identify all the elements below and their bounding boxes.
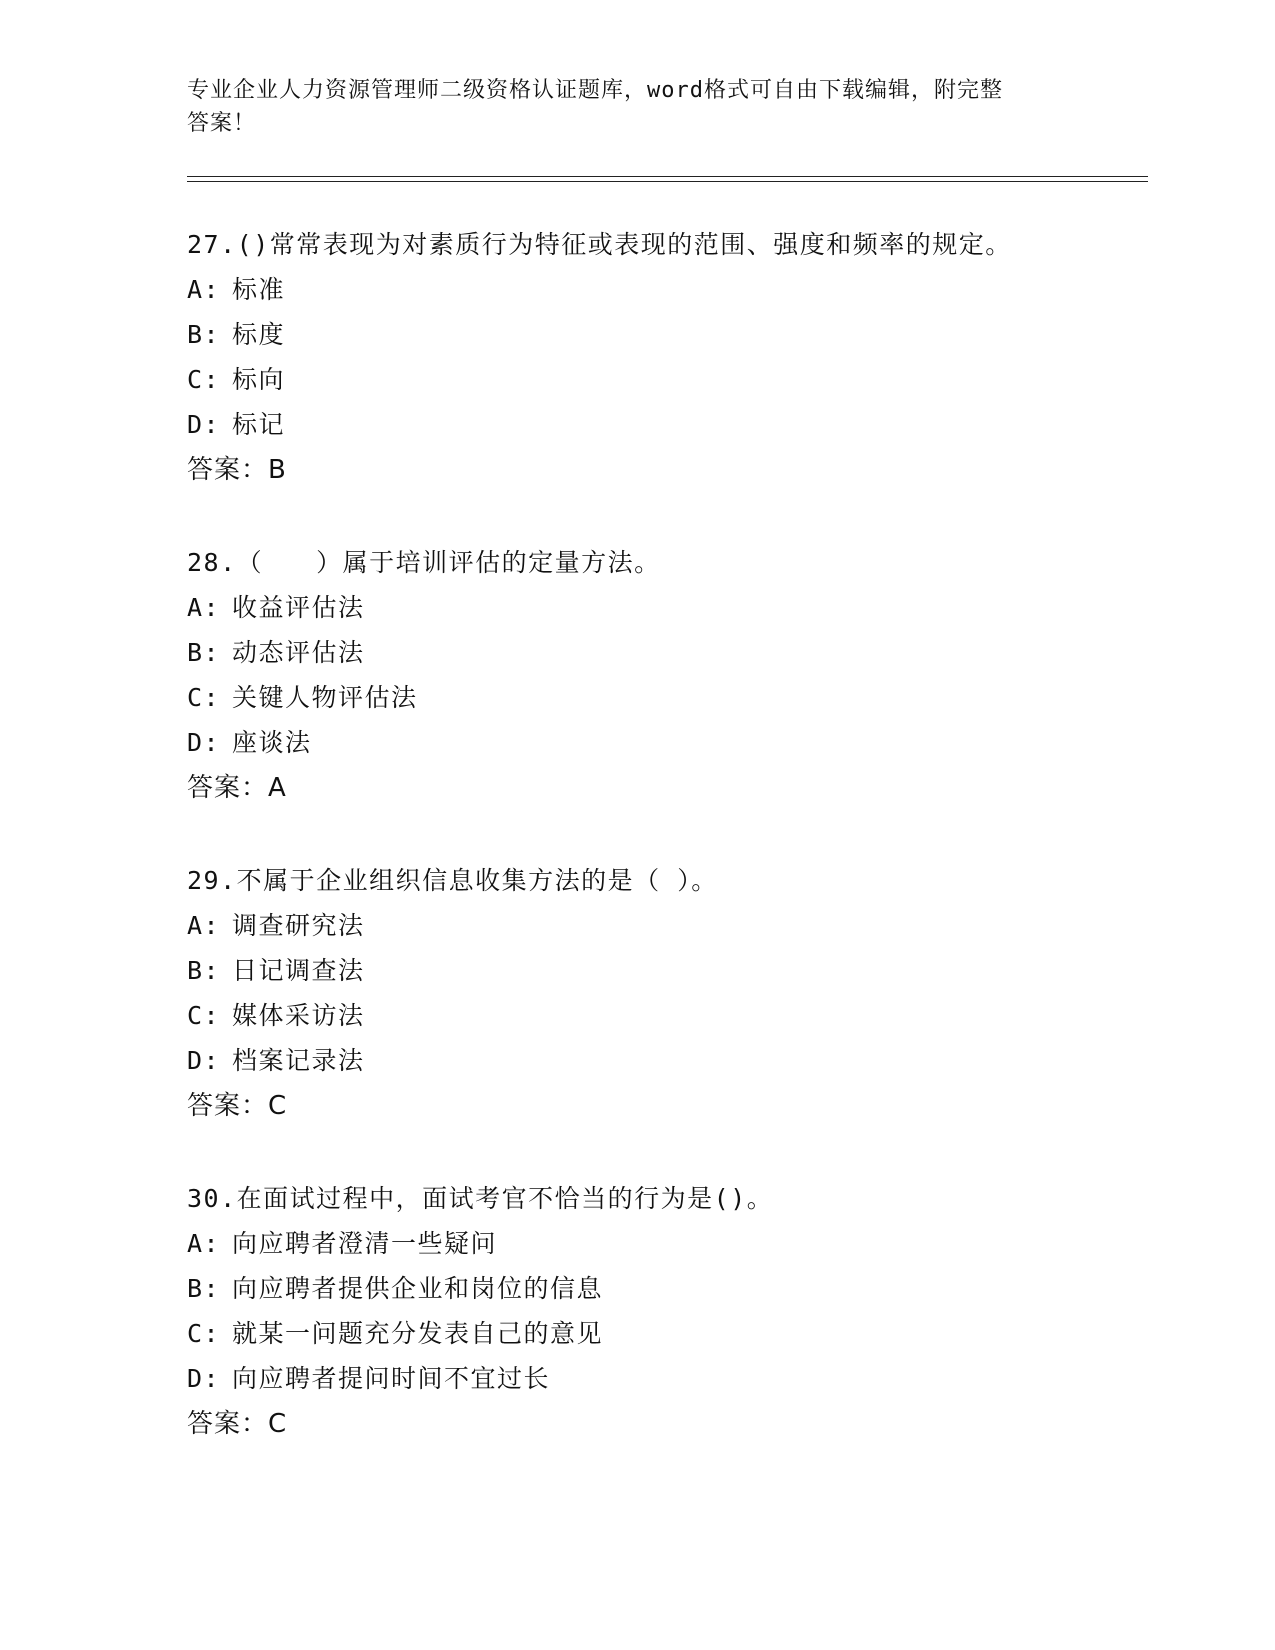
option-text: 收益评估法 — [232, 593, 365, 622]
option-c — [187, 1311, 1147, 1356]
option-a — [187, 267, 1147, 312]
option-text: 就某一问题充分发表自己的意见 — [232, 1319, 604, 1348]
option-c — [187, 675, 1147, 720]
option-d — [187, 720, 1147, 765]
option-text: 关键人物评估法 — [232, 683, 418, 712]
option-letter: B: — [187, 320, 221, 349]
option-a — [187, 585, 1147, 630]
option-b — [187, 312, 1147, 357]
question-title: 28.（ ）属于培训评估的定量方法。 — [187, 548, 661, 577]
question-28 — [187, 541, 1147, 811]
question-title: 27.()常常表现为对素质行为特征或表现的范围、强度和频率的规定。 — [187, 230, 1012, 259]
question-29 — [187, 859, 1147, 1129]
header-divider — [187, 176, 1148, 182]
option-text: 媒体采访法 — [232, 1001, 365, 1030]
option-letter: D: — [187, 1364, 221, 1393]
option-letter: B: — [187, 956, 221, 985]
question-title: 30.在面试过程中，面试考官不恰当的行为是()。 — [187, 1184, 774, 1213]
option-letter: A: — [187, 1229, 221, 1258]
option-b — [187, 630, 1147, 675]
option-text: 向应聘者澄清一些疑问 — [232, 1229, 498, 1258]
option-d — [187, 1038, 1147, 1083]
option-d — [187, 402, 1147, 447]
option-a — [187, 903, 1147, 948]
document-page — [187, 0, 1147, 1650]
question-title: 29.不属于企业组织信息收集方法的是（ ）。 — [187, 866, 718, 895]
answer-line: 答案：C — [187, 1091, 288, 1121]
option-letter: C: — [187, 365, 221, 394]
option-text: 向应聘者提供企业和岗位的信息 — [232, 1274, 604, 1303]
option-text: 标度 — [232, 320, 286, 349]
option-letter: D: — [187, 410, 221, 439]
option-letter: C: — [187, 683, 221, 712]
question-27 — [187, 223, 1147, 493]
option-letter: C: — [187, 1001, 221, 1030]
option-letter: A: — [187, 275, 221, 304]
option-text: 日记调查法 — [232, 956, 365, 985]
option-letter: D: — [187, 728, 221, 757]
option-b — [187, 948, 1147, 993]
option-c — [187, 993, 1147, 1038]
option-letter: C: — [187, 1319, 221, 1348]
answer-line: 答案：B — [187, 455, 287, 485]
answer-line: 答案：A — [187, 773, 287, 803]
option-text: 标准 — [232, 275, 286, 304]
option-text: 向应聘者提问时间不宜过长 — [232, 1364, 551, 1393]
option-text: 动态评估法 — [232, 638, 365, 667]
header-line-1: 专业企业人力资源管理师二级资格认证题库，word格式可自由下载编辑，附完整 — [187, 78, 1003, 103]
answer-line: 答案：C — [187, 1409, 288, 1439]
option-text: 档案记录法 — [232, 1046, 365, 1075]
option-c — [187, 357, 1147, 402]
option-text: 标记 — [232, 410, 286, 439]
question-30 — [187, 1177, 1147, 1447]
option-letter: A: — [187, 593, 221, 622]
option-b — [187, 1266, 1147, 1311]
option-text: 标向 — [232, 365, 286, 394]
option-a — [187, 1221, 1147, 1266]
option-letter: B: — [187, 1274, 221, 1303]
option-text: 座谈法 — [232, 728, 312, 757]
option-text: 调查研究法 — [232, 911, 365, 940]
option-letter: B: — [187, 638, 221, 667]
header-line-2: 答案！ — [187, 111, 257, 136]
option-d — [187, 1356, 1147, 1401]
document-header — [187, 74, 1047, 140]
option-letter: A: — [187, 911, 221, 940]
option-letter: D: — [187, 1046, 221, 1075]
